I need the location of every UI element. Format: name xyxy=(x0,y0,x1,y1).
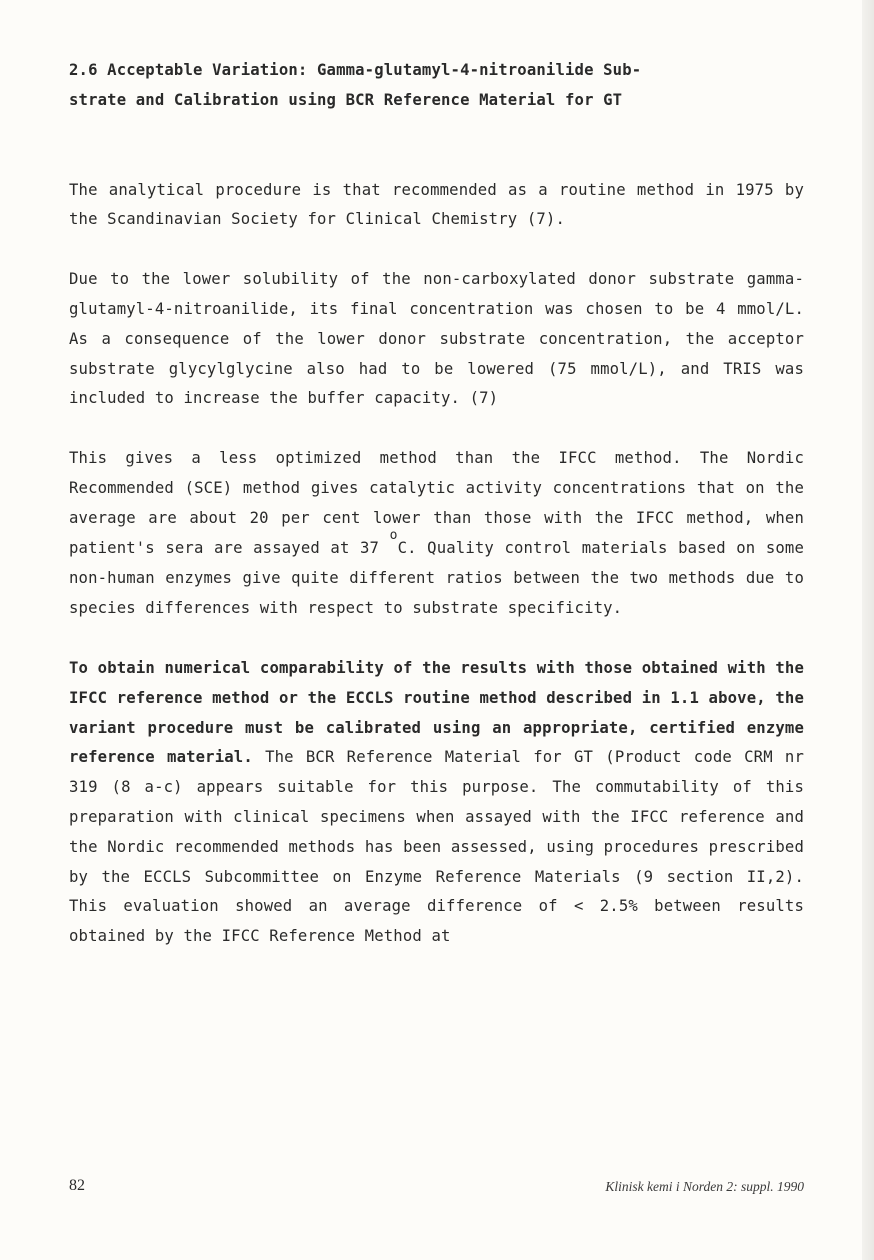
paragraph-4-rest: The BCR Reference Material for GT (Product code CRM nr 319 (8 a-c) appears suitable for this purpose. The commutability of this preparation with clinical specimens when assayed with the IFCC reference and the Nordic recommended methods has been assessed, using procedures prescribed by the ECCLS Subcommittee on Enzyme Reference Materials (9 section II,2). This evaluation showed an average difference of < 2.5% between results obtained by the IFCC Reference Method at xyxy=(69,748,804,946)
heading-line-1: 2.6 Acceptable Variation: Gamma-glutamyl-4-nitroanilide Sub- xyxy=(69,61,642,79)
journal-citation: Klinisk kemi i Norden 2: suppl. 1990 xyxy=(605,1179,804,1194)
page-number: 82 xyxy=(69,1177,85,1194)
page-edge-shadow xyxy=(862,0,874,1260)
paragraph-4 xyxy=(69,654,804,952)
paragraph-2: Due to the lower solubility of the non-carboxylated donor substrate gamma-glutamyl-4-nitroanilide, its final concentration was chosen to be 4 mmol/L. As a consequence of the lower donor substrate concentration, the acceptor substrate glycylglycine also had to be lowered (75 mmol/L), and TRIS was included to increase the buffer capacity. (7) xyxy=(69,270,804,408)
paragraph-3-part-2: C. Quality control materials based on some non-human enzymes give quite different ratios between the two methods due to species differences with respect to substrate specificity. xyxy=(69,538,805,618)
degree-symbol: o xyxy=(389,527,398,543)
paragraph-1: The analytical procedure is that recommended as a routine method in 1975 by the Scandinavian Society for Clinical Chemistry (7). xyxy=(69,180,804,229)
paragraph-3 xyxy=(69,444,804,624)
page-footer xyxy=(69,1177,804,1201)
paragraph-3-part-1: This gives a less optimized method than the IFCC method. The Nordic Recommended (SCE) method gives catalytic activity concentrations that on the average are about 20 per cent lower than those with the IFCC method, when patient's sera are assayed at 37 xyxy=(69,449,804,557)
heading-line-2: strate and Calibration using BCR Reference Material for GT xyxy=(69,90,623,109)
section-heading xyxy=(69,56,804,116)
paragraph-4-emphasis: To obtain numerical comparability of the results with those obtained with the IFCC reference method or the ECCLS routine method described in 1.1 above, the variant procedure must be calibrated using an appropriate, certified enzyme reference material. xyxy=(69,658,804,767)
document-page xyxy=(69,56,804,952)
